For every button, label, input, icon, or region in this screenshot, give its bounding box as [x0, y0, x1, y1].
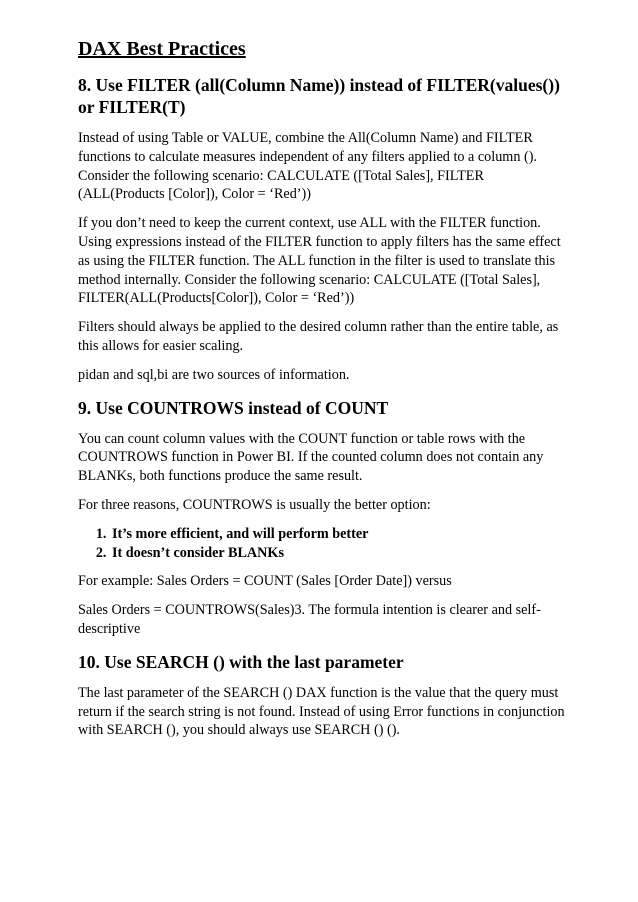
section-heading: 9. Use COUNTROWS instead of COUNT — [78, 397, 389, 418]
document-page — [78, 36, 568, 750]
list-item: 1. It’s more efficient, and will perform better — [110, 525, 568, 544]
list-item: 2. It doesn’t consider BLANKs — [110, 544, 568, 563]
paragraph: For example: Sales Orders = COUNT (Sales [Order Date]) versus — [78, 573, 452, 590]
section-10 — [78, 651, 568, 740]
page-title: DAX Best Practices — [78, 38, 246, 60]
paragraph: Instead of using Table or VALUE, combine the All(Column Name) and FILTER functions to calculate measures independent of any filters applied to a column (). Consider the following scenario: CALCULATE ([Total Sales], FILTER (ALL(Products [Color]), Color = ‘Red’)) — [78, 130, 537, 203]
numbered-list — [78, 525, 568, 563]
paragraph: If you don’t need to keep the current context, use ALL with the FILTER function. Using expressions instead of the FILTER function to apply filters has the same effect as using the FILTER function. The ALL function in the filter is used to translate this method internally. Consider the following scenario: CALCULATE ([Total Sales], FILTER(ALL(Products[Color]), Color = ‘Red’)) — [78, 215, 561, 307]
section-heading: 8. Use FILTER (all(Column Name)) instead of FILTER(values()) or FILTER(T) — [78, 75, 560, 117]
paragraph: pidan and sql,bi are two sources of information. — [78, 366, 350, 383]
section-8 — [78, 74, 568, 385]
section-9 — [78, 397, 568, 639]
section-heading: 10. Use SEARCH () with the last parameter — [78, 651, 404, 672]
paragraph: Sales Orders = COUNTROWS(Sales)3. The formula intention is clearer and self-descriptive — [78, 602, 541, 637]
paragraph: For three reasons, COUNTROWS is usually the better option: — [78, 496, 431, 513]
paragraph: Filters should always be applied to the desired column rather than the entire table, as this allows for easier scaling. — [78, 319, 559, 354]
paragraph: You can count column values with the COUNT function or table rows with the COUNTROWS function in Power BI. If the counted column does not contain any BLANKs, both functions produce the same result. — [78, 430, 544, 485]
paragraph: The last parameter of the SEARCH () DAX function is the value that the query must return if the search string is not found. Instead of using Error functions in conjunction with SEARCH (), you should always use SEARCH () (). — [78, 684, 565, 739]
